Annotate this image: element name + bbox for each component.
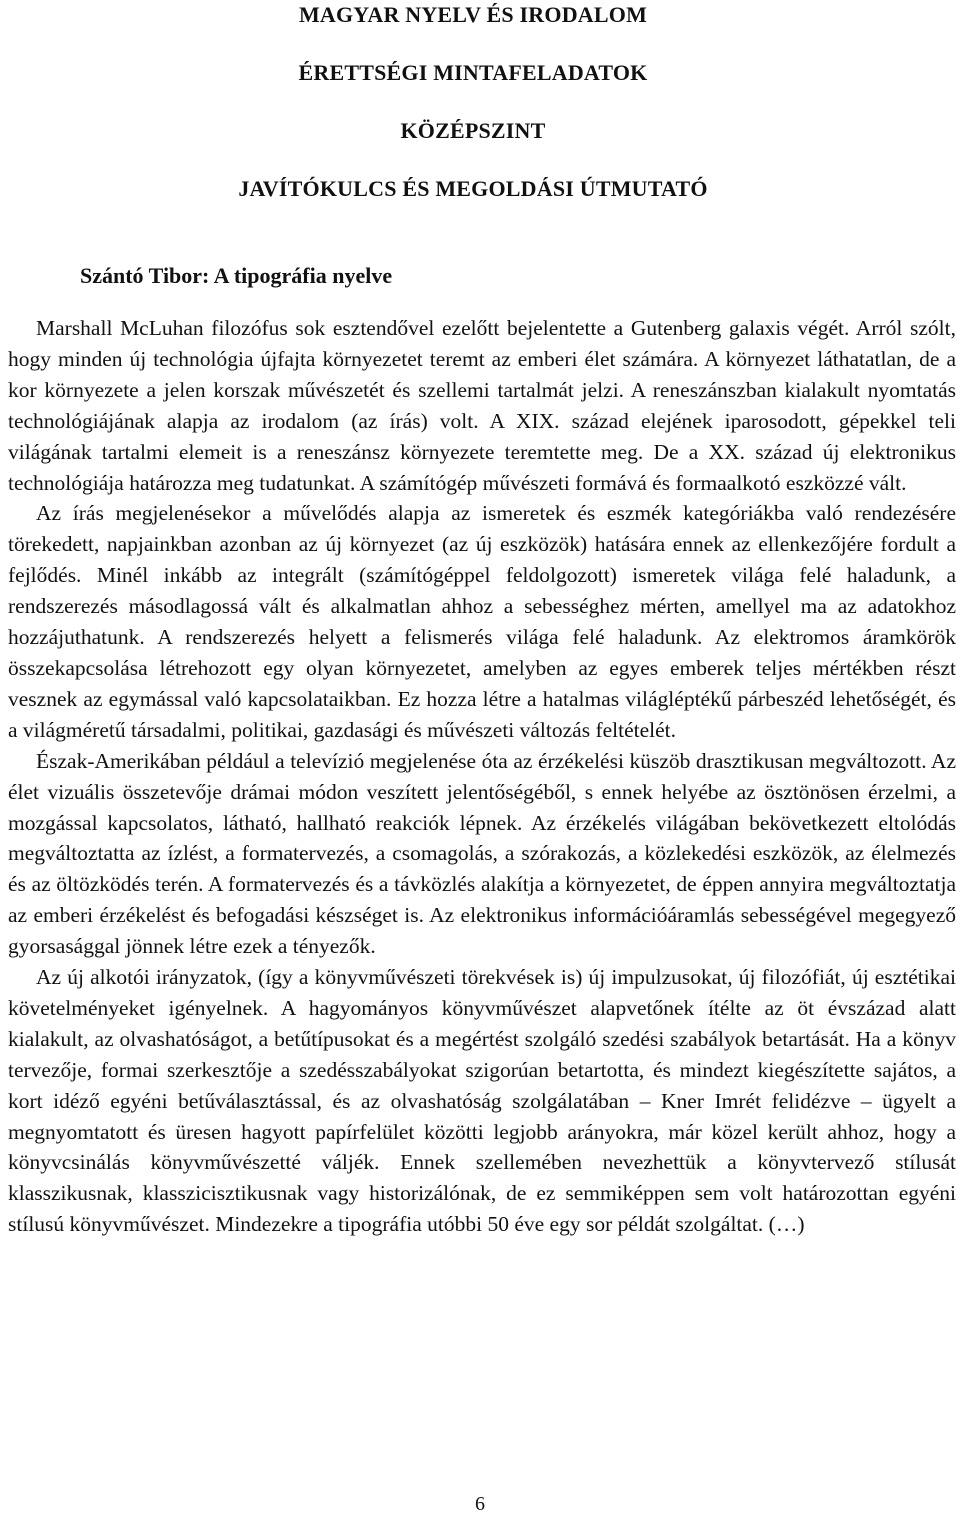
paragraph-3: Észak-Amerikában például a televízió megjelenése óta az érzékelési küszöb drasztikusan megváltozott. Az élet vizuális összetevője drámai módon veszített jelentőségéből, s ennek helyébe az ösztönösen érzelmi, a mozgással kapcsolatos, látható, hallható reakciók lépnek. Az érzékelés világában bekövetkezett eltolódás megváltoztatta az ízlést, a formatervezés, a csomagolás, a szórakozás, a közlekedési eszközök, az élelmezés és az öltözködés terén. A formatervezés és a távközlés alakítja a környezetet, de éppen annyira megváltoztatja az emberi érzékelést és befogadási készséget is. Az elektronikus információáramlás sebességével megegyező gyorsasággal jönnek létre ezek a tényezők. [8,748,956,959]
paragraph-4: Az új alkotói irányzatok, (így a könyvművészeti törekvések is) új impulzusokat, új filozófiát, új esztétikai követelményeket igényelnek. A hagyományos könyvművészet alapvetőnek ítélte az öt évszázad alatt kialakult, az olvashatóságot, a betűtípusokat és a megértést szolgáló szedési szabályok betartását. Ha a könyv tervezője, formai szerkesztője a szedésszabályokat szigorúan betartotta, és mindezt kiegészítette sajátos, a kort idéző egyéni betűválasztással, és az olvashatóság szolgálatában – Kner Imrét felidézve – ügyelt a megnyomtatott és üresen hagyott papírfelület közötti legjobb arányokra, már közel került ahhoz, hogy a könyvcsinálás könyvművészetté váljék. Ennek szellemében nevezhettük a könyvtervező stílusát klasszikusnak, klasszicisztikusnak vagy historizálónak, de ez semmiképpen sem volt határozottan egyéni stílusú könyvművészet. Mindezekre a tipográfia utóbbi 50 éve egy sor példát szolgáltat. (…) [8,965,956,1237]
article-body [8,313,956,1240]
paragraph-2: Az írás megjelenésekor a művelődés alapja az ismeretek és eszmék kategóriákba való rendezésére törekedett, napjainkban azonban az új környezet (az új eszközök) hatására ennek az ellenkezőjére fordult a fejlődés. Minél inkább az integrált (számítógéppel feldolgozott) ismeretek világa felé haladunk, a rendszerezés másodlagossá vált és alkalmatlan ahhoz a sebességhez mérten, amellyel ma az adatokhoz hozzájuthatunk. A rendszerezés helyett a felismerés világa felé haladunk. Az elektromos áramkörök összekapcsolása létrehozott egy olyan környezetet, amelyben az egyes emberek teljes mértékben részt vesznek az egymással való kapcsolataikban. Ez hozza létre a hatalmas világléptékű párbeszéd lehetőségét, és a világméretű társadalmi, politikai, gazdasági és művészeti változás feltételét. [8,501,956,742]
level-title: KÖZÉPSZINT [400,118,546,143]
exam-title: ÉRETTSÉGI MINTAFELADATOK [298,60,648,85]
paragraph-1: Marshall McLuhan filozófus sok esztendővel ezelőtt bejelentette a Gutenberg galaxis végét. Arról szólt, hogy minden új technológia újfajta környezetet teremt az emberi élet számára. A környezet láthatatlan, de a kor környezete a jelen korszak művészetét és szellemi tartalmát jelzi. A reneszánszban kialakult nyomtatás technológiájának alapja az irodalom (az írás) volt. A XIX. század elejének iparosodott, gépekkel teli világának tartalmi elemeit is a reneszánsz környezete teremtette meg. De a XX. század új elektronikus technológiája határozza meg tudatunkat. A számítógép művészeti formává és formaalkotó eszközzé vált. [8,316,956,495]
subject-title: MAGYAR NYELV ÉS IRODALOM [298,2,648,27]
page-number: 6 [475,1493,485,1515]
guide-title: JAVÍTÓKULCS ÉS MEGOLDÁSI ÚTMUTATÓ [238,176,708,201]
article-title: Szántó Tibor: A tipográfia nyelve [80,263,393,288]
